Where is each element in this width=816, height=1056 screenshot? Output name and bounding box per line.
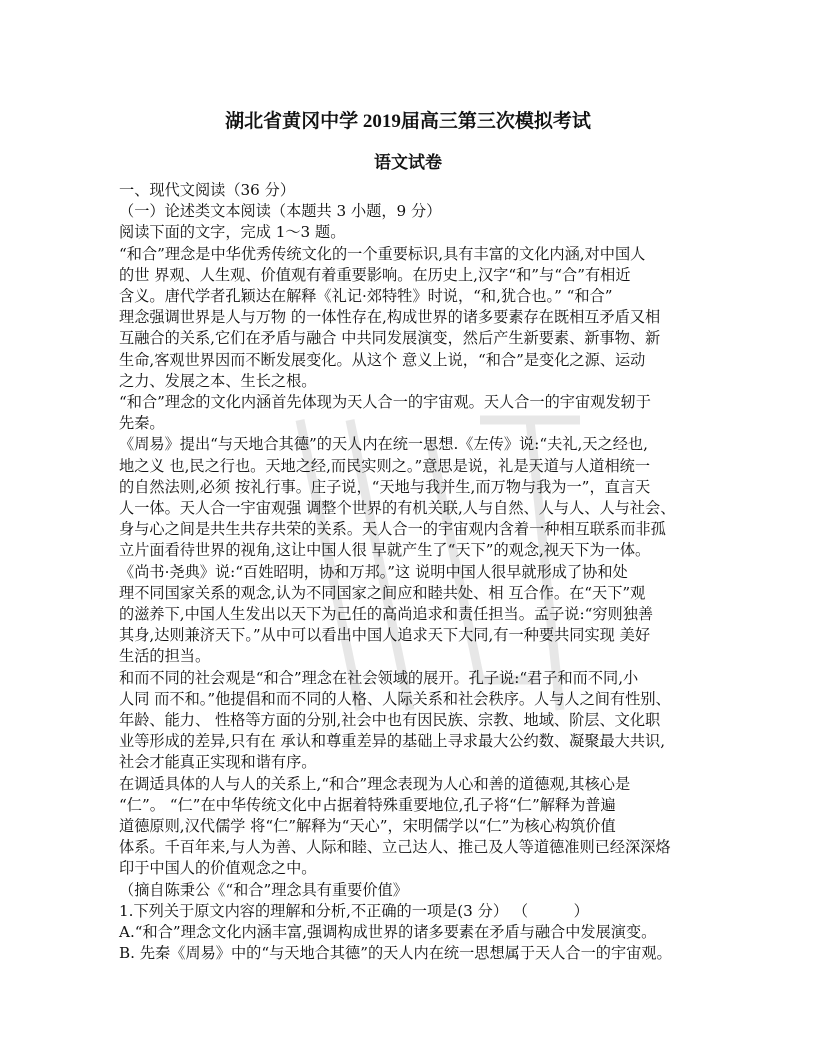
- text-line: 之力、发展之本、生长之根。: [119, 371, 317, 390]
- text-line: B. 先秦《周易》中的“与天地合其德”的天人内在统一思想属于天人合一的宇宙观。: [119, 944, 672, 963]
- text-line: 的滋养下,中国人生发出以天下为己任的高尚追求和责任担当。孟子说:“穷则独善: [119, 605, 654, 623]
- text-line: 生命,客观世界因而不断发展变化。从这个 意义上说，“和合”是变化之源、运动: [119, 350, 646, 369]
- text-line: “和合”理念是中华优秀传统文化的一个重要标识,具有丰富的文化内涵,对中国人: [119, 244, 646, 263]
- text-line: 互融合的关系,它们在矛盾与融合 中共同发展演变，然后产生新要素、新事物、新: [119, 329, 661, 348]
- text-line: 人一体。天人合一宇宙观强 调整个世界的有机关联,人与自然、人与人、人与社会、: [119, 499, 676, 517]
- text-line: 生活的担当。: [119, 647, 211, 666]
- text-line: A.“和合”理念文化内涵丰富,强调构成世界的诸多要素在矛盾与融合中发展演变。: [119, 923, 657, 941]
- text-line: （一）论述类文本阅读（本题共 3 小题，9 分）: [119, 202, 442, 221]
- text-line: 身与心之间是共生共存共荣的关系。天人合一的宇宙观内含着一种相互联系而非孤: [119, 520, 666, 539]
- text-line: 《尚书·尧典》说:“百姓昭明，协和万邦。”这 说明中国人很早就形成了协和处: [119, 562, 628, 581]
- text-line: （摘自陈秉公《“和合”理念具有重要价值》: [119, 880, 408, 899]
- text-line: 一、现代文阅读（36 分）: [119, 181, 296, 199]
- text-line: 含义。唐代学者孔颖达在解释《礼记·郊特牲》时说，“和,犹合也。” “和合”: [119, 287, 613, 305]
- text-line: 地之义 也,民之行也。天地之经,而民实则之。”意思是说，礼是天道与人道相统一: [119, 456, 651, 475]
- text-line: “仁”。 “仁”在中华传统文化中占据着特殊重要地位,孔子将“仁”解释为普遍: [119, 795, 616, 814]
- text-line: 理念强调世界是人与万物 的一体性存在,构成世界的诸多要素存在既相互矛盾又相: [119, 308, 661, 327]
- exam-subtitle: 语文试卷: [374, 153, 442, 172]
- text-line: 先秦。: [119, 414, 165, 433]
- text-line: 立片面看待世界的视角,这让中国人很 早就产生了“天下”的观念,视天下为一体。: [119, 541, 651, 560]
- text-line: 体系。千百年来,与人为善、人际和睦、立己达人、推己及人等道德准则已经深深烙: [119, 838, 671, 857]
- text-line: 阅读下面的文字，完成 1～3 题。: [119, 223, 346, 242]
- text-line: 社会才能真正实现和谐有序。: [119, 753, 317, 772]
- text-line: 《周易》提出“与天地合其德”的天人内在统一思想.《左传》说:“夫礼,天之经也,: [119, 435, 648, 454]
- text-line: 的自然法则,必须 按礼行事。庄子说，“天地与我并生,而万物与我为一”，直言天: [119, 477, 651, 496]
- text-line: 1.下列关于原文内容的理解和分析,不正确的一项是(3 分） （ ）: [119, 901, 589, 920]
- text-line: 的世 界观、人生观、价值观有着重要影响。在历史上,汉字“和”与“合”有相近: [119, 265, 631, 284]
- text-line: 人同 而不和。”他提倡和而不同的人格、人际关系和社会秩序。人与人之间有性别、: [119, 689, 671, 708]
- text-line: 业等形成的差异,只有在 承认和尊重差异的基础上寻求最大公约数、凝聚最大共识,: [119, 732, 666, 751]
- text-line: 年龄、能力、 性格等方面的分别,社会中也有因民族、宗教、地域、阶层、文化职: [119, 711, 661, 729]
- text-line: 印于中国人的价值观念之中。: [119, 859, 317, 878]
- text-line: 和而不同的社会观是“和合”理念在社会领域的展开。孔子说:“君子和而不同,小: [119, 668, 639, 687]
- text-line: 道德原则,汉代儒学 将“仁”解释为“天心”，宋明儒学以“仁”为核心构筑价值: [119, 817, 616, 835]
- text-line: 理不同国家关系的观念,认为不同国家之间应和睦共处、相 互合作。在“天下”观: [119, 583, 646, 602]
- text-line: 其身,达则兼济天下。”从中可以看出中国人追求天下大同,有一种要共同实现 美好: [119, 626, 651, 645]
- text-line: “和合”理念的文化内涵首先体现为天人合一的宇宙观。天人合一的宇宙观发轫于: [119, 393, 651, 411]
- exam-title: 湖北省黄冈中学 2019届高三第三次模拟考试: [225, 111, 591, 132]
- text-line: 在调适具体的人与人的关系上,“和合”理念表现为人心和善的道德观,其核心是: [119, 774, 631, 793]
